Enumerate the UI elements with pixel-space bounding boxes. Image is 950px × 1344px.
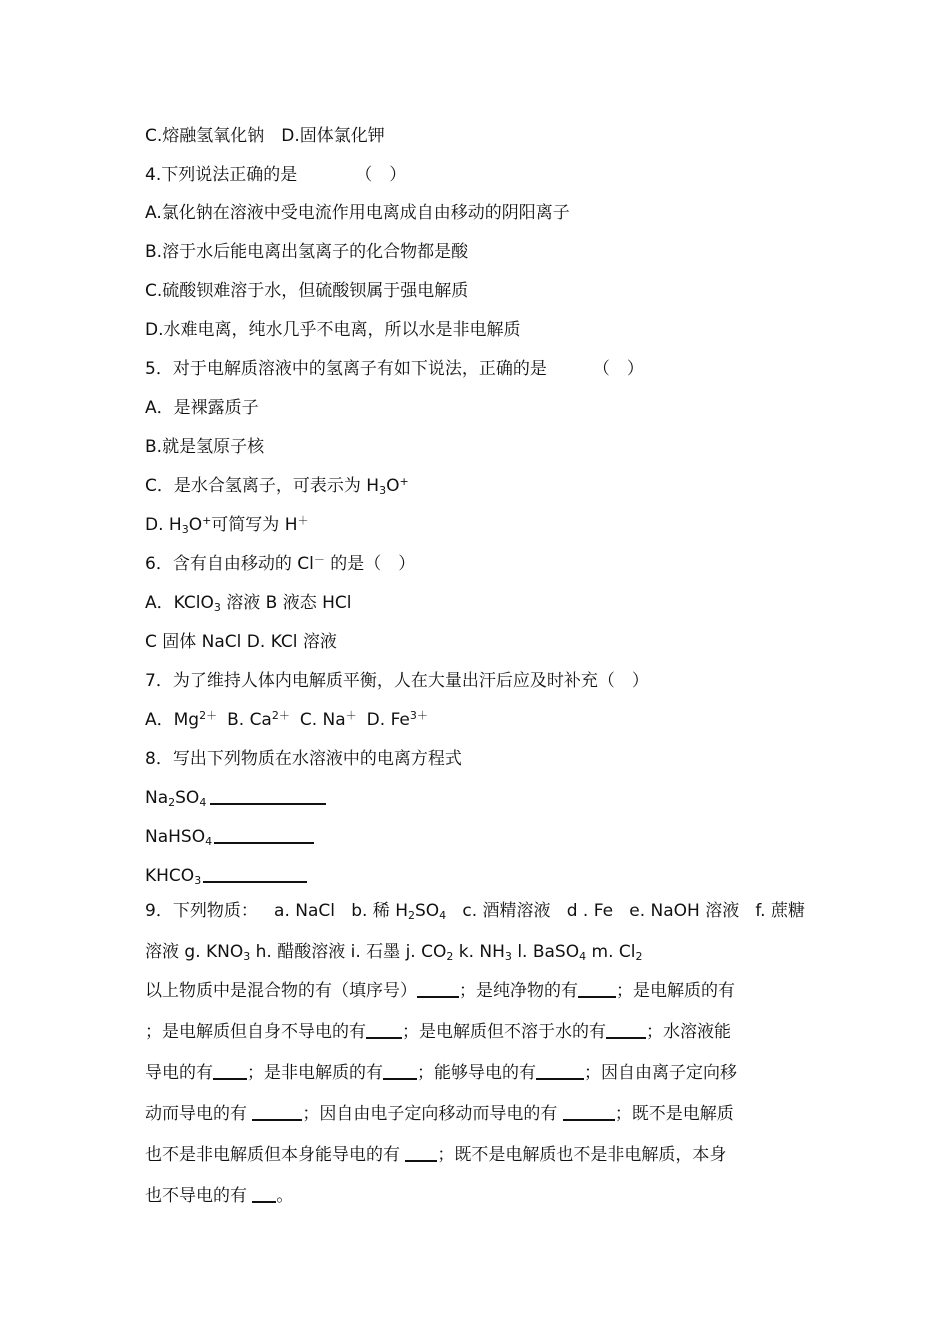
subscript: 4 [205, 835, 213, 848]
q6-stem [145, 553, 415, 575]
q9-question-line1 [145, 980, 735, 1002]
q9-item-e: e. NaOH 溶液 [629, 901, 740, 921]
q7-stem-text: 7．为了维持人体内电解质平衡，人在大量出汗后应及时补充（ ） [145, 671, 649, 691]
q6-stem-text: 的是（ ） [324, 554, 416, 574]
q6-option-b-text: 溶液 B 液态 HCl [220, 593, 352, 613]
q9-text: ；因自由离子定向移 [584, 1063, 737, 1083]
q9-question-line2 [145, 1021, 731, 1043]
q3-options-cd [145, 125, 385, 147]
superscript: ＋ [297, 514, 309, 527]
formula-part: SO [175, 788, 200, 808]
q9-question-line3 [145, 1062, 737, 1084]
superscript: + [202, 514, 212, 527]
q5-stem [145, 358, 644, 380]
q9-item-b [351, 900, 446, 922]
superscript: 3＋ [409, 709, 428, 722]
q7-option-b: B. Ca [227, 710, 272, 730]
subscript: 4 [579, 950, 587, 963]
q7-option-c: C. Na [299, 710, 346, 730]
formula-part: m. Cl [586, 942, 636, 962]
answer-blank-electrolyte-nonconductive[interactable] [366, 1021, 402, 1039]
q4-option-b [145, 241, 468, 263]
q7-options [145, 709, 428, 731]
answer-blank-mixtures[interactable] [417, 980, 459, 998]
formula-part: l. BaSO [511, 942, 580, 962]
q5-stem-text: 5．对于电解质溶液中的氢离子有如下说法，正确的是 [145, 359, 547, 379]
q9-text: 。 [276, 1186, 294, 1206]
answer-blank-electron-conduction[interactable] [563, 1103, 615, 1121]
q9-item-c: c. 酒精溶液 [462, 901, 551, 921]
q9-item-a: a. NaCl [274, 901, 335, 921]
superscript: ＋ [345, 709, 357, 722]
q6-stem-text: 6．含有自由移动的 Cl [145, 554, 314, 574]
answer-blank-insoluble-electrolyte[interactable] [606, 1021, 646, 1039]
q5-option-c [145, 475, 409, 497]
formula-part: b. 稀 H [351, 901, 408, 921]
answer-blank-ion-conduction[interactable] [252, 1103, 302, 1121]
superscript: 2＋ [271, 709, 290, 722]
formula-part: 溶液 g. KNO [145, 942, 244, 962]
superscript: 2＋ [199, 709, 218, 722]
q9-text: ；是电解质的有 [616, 981, 735, 1001]
q9-text: ；因自由电子定向移动而导电的有 [302, 1104, 563, 1124]
q8-stem-text: 8．写出下列物质在水溶液中的电离方程式 [145, 749, 462, 769]
q3-options-text: C.熔融氢氧化钠 D.固体氯化钾 [145, 126, 385, 146]
q8-item-na2so4 [145, 787, 326, 809]
q5-answer-paren: （ ） [592, 359, 644, 379]
formula-part: Na [145, 788, 169, 808]
q8-item-nahso4 [145, 826, 314, 848]
q7-option-a: A．Mg [145, 710, 200, 730]
q9-text: 导电的有 [145, 1063, 213, 1083]
subscript: 3 [181, 523, 189, 536]
superscript: － [313, 553, 325, 566]
subscript: 4 [199, 796, 207, 809]
subscript: 3 [213, 601, 221, 614]
q5-option-b [145, 436, 264, 458]
q9-stem-line2 [145, 941, 642, 963]
q9-item-d: d . Fe [566, 901, 614, 921]
q9-question-line5 [145, 1144, 726, 1166]
q9-question-line4 [145, 1103, 734, 1125]
answer-blank[interactable] [214, 826, 314, 844]
q9-text: 也不是非电解质但本身能导电的有 [145, 1145, 406, 1165]
q8-item-khco3 [145, 865, 307, 887]
q6-options-cd [145, 631, 337, 653]
superscript: + [399, 475, 409, 488]
subscript: 3 [194, 874, 202, 887]
q5-option-d [145, 514, 308, 536]
q5-option-b-text: B.就是氢原子核 [145, 437, 265, 457]
q4-stem-text: 4.下列说法正确的是 [145, 165, 298, 185]
q4-option-c [145, 280, 468, 302]
formula-part: SO [414, 901, 440, 921]
q6-option-a-text: A．KClO [145, 593, 214, 613]
subscript: 3 [243, 950, 251, 963]
q4-option-d [145, 319, 521, 341]
answer-blank[interactable] [210, 787, 326, 805]
q9-text: ；是电解质但自身不导电的有 [145, 1022, 366, 1042]
q9-text: ；是纯净物的有 [459, 981, 578, 1001]
q5-option-c-text: C．是水合氢离子，可表示为 H [145, 476, 380, 496]
q6-options-ab [145, 592, 351, 614]
subscript: 4 [439, 909, 447, 922]
subscript: 3 [379, 484, 387, 497]
answer-blank-neither-conductive[interactable] [405, 1144, 437, 1162]
q9-text: 也不导电的有 [145, 1186, 253, 1206]
q9-question-line6 [145, 1185, 293, 1207]
q4-option-d-text: D.水难电离，纯水几乎不电离，所以水是非电解质 [145, 320, 521, 340]
q9-text: 动而导电的有 [145, 1104, 253, 1124]
formula-part: 可简写为 H [211, 515, 298, 535]
q8-stem [145, 748, 462, 770]
formula-part: O [188, 515, 203, 535]
q9-text: ；水溶液能 [646, 1022, 731, 1042]
answer-blank-nonelectrolyte[interactable] [383, 1062, 417, 1080]
q9-text: 以上物质中是混合物的有（填序号） [145, 981, 417, 1001]
q9-item-f: f. 蔗糖 [755, 901, 805, 921]
q7-option-d: D. Fe [366, 710, 410, 730]
q5-option-a [145, 397, 259, 419]
q5-option-a-text: A．是裸露质子 [145, 398, 259, 418]
formula-part: k. NH [453, 942, 505, 962]
subscript: 2 [407, 909, 415, 922]
q5-option-d-text: D. H [145, 515, 182, 535]
q7-stem [145, 670, 649, 692]
answer-blank-neither-nonconductive[interactable] [252, 1185, 276, 1203]
q6-options-cd-text: C 固体 NaCl D. KCl 溶液 [145, 632, 337, 652]
answer-blank-aqueous-conductive[interactable] [213, 1062, 247, 1080]
subscript: 2 [168, 796, 176, 809]
q9-text: ；是非电解质的有 [247, 1063, 383, 1083]
formula-part: h. 醋酸溶液 i. 石墨 j. CO [250, 942, 447, 962]
q9-stem-line1 [145, 900, 805, 922]
q4-option-c-text: C.硫酸钡难溶于水，但硫酸钡属于强电解质 [145, 281, 469, 301]
q4-option-a-text: A.氯化钠在溶液中受电流作用电离成自由移动的阴阳离子 [145, 203, 570, 223]
q4-answer-paren: （ ） [355, 165, 407, 185]
q4-stem [145, 164, 406, 186]
subscript: 2 [446, 950, 454, 963]
formula-part: NaHSO [145, 827, 206, 847]
q9-stem-text: 9．下列物质： [145, 901, 258, 921]
formula-part: O [386, 476, 400, 496]
q9-text: ；能够导电的有 [417, 1063, 536, 1083]
subscript: 2 [635, 950, 643, 963]
subscript: 3 [504, 950, 512, 963]
q9-text: ；是电解质但不溶于水的有 [402, 1022, 606, 1042]
q4-option-b-text: B.溶于水后能电离出氢离子的化合物都是酸 [145, 242, 469, 262]
answer-blank-conductive[interactable] [536, 1062, 584, 1080]
answer-blank[interactable] [203, 865, 307, 883]
answer-blank-pure[interactable] [578, 980, 616, 998]
q9-text: ；既不是电解质也不是非电解质，本身 [437, 1145, 727, 1165]
formula-part: KHCO [145, 866, 195, 886]
q4-option-a [145, 202, 570, 224]
q9-text: ；既不是电解质 [614, 1104, 734, 1124]
